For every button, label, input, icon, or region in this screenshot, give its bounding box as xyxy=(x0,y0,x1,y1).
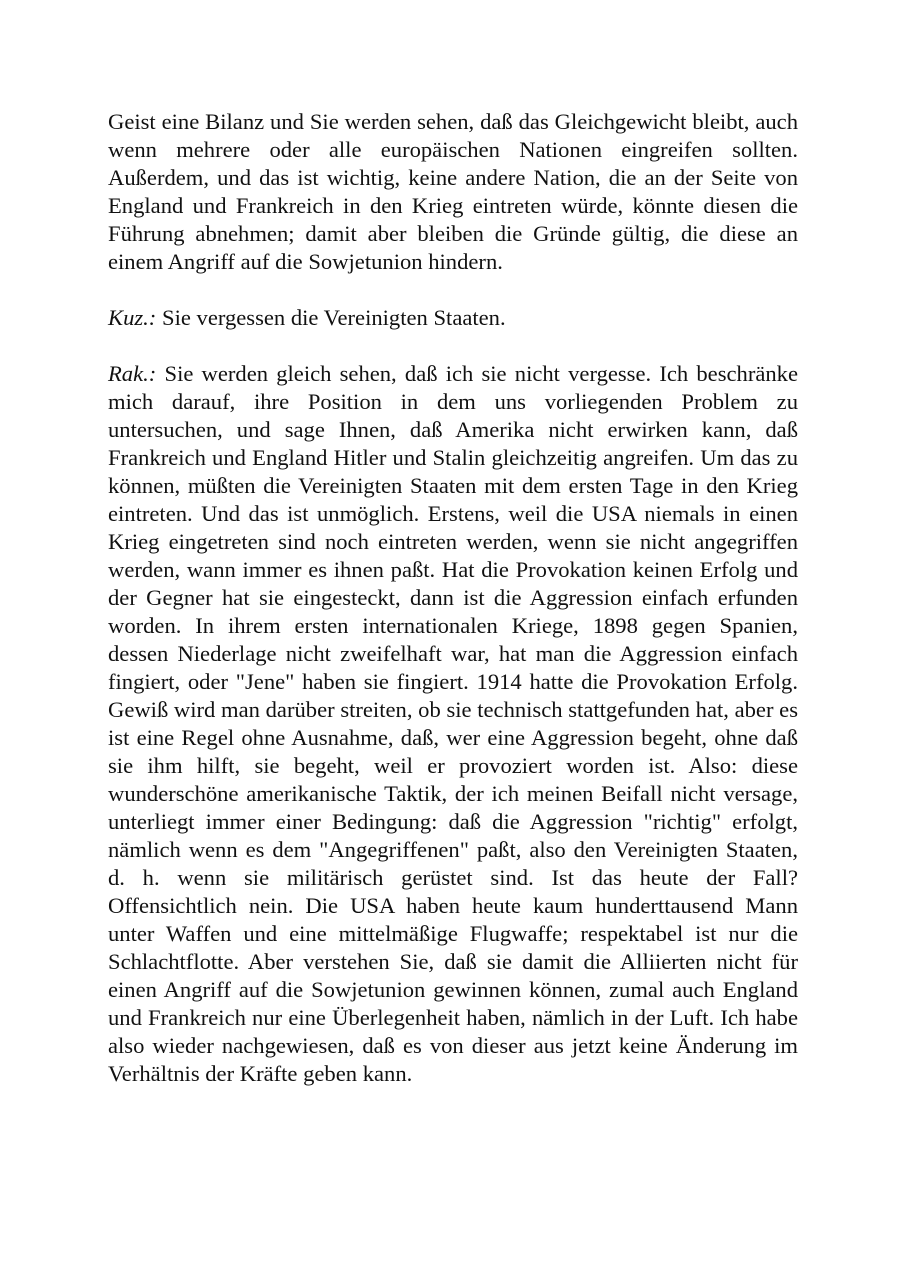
paragraph-continuation xyxy=(108,108,798,276)
document-page xyxy=(108,108,798,1116)
paragraph-text: Sie vergessen die Vereinigten Staaten. xyxy=(162,305,506,330)
speaker-label: Rak.: xyxy=(108,361,157,386)
dialogue-paragraph-kuz xyxy=(108,304,798,332)
paragraph-text: Geist eine Bilanz und Sie werden sehen, daß das Gleichgewicht bleibt, auch wenn mehrere oder alle europäischen Nationen eingreifen sollten. Außerdem, und das ist wichtig, keine andere Nation, die an der Seite von England und Frankreich in den Krieg eintreten würde, könnte diesen die Führung abnehmen; damit aber bleiben die Gründe gültig, die diese an einem Angriff auf die Sowjetunion hindern. xyxy=(108,109,798,274)
speaker-label: Kuz.: xyxy=(108,305,157,330)
paragraph-text: Sie werden gleich sehen, daß ich sie nicht vergesse. Ich beschränke mich darauf, ihre Position in dem uns vorliegenden Problem zu untersuchen, und sage Ihnen, daß Amerika nicht erwirken kann, daß Frankreich und England Hitler und Stalin gleichzeitig angreifen. Um das zu können, müßten die Vereinigten Staaten mit dem ersten Tage in den Krieg eintreten. Und das ist unmöglich. Erstens, weil die USA niemals in einen Krieg eingetreten sind noch eintreten werden, wenn sie nicht angegriffen werden, wann immer es ihnen paßt. Hat die Provokation keinen Erfolg und der Gegner hat sie eingesteckt, dann ist die Aggression einfach erfunden worden. In ihrem ersten internationalen Kriege, 1898 gegen Spanien, dessen Niederlage nicht zweifelhaft war, hat man die Aggression einfach fingiert, oder "Jene" haben sie fingiert. 1914 hatte die Provokation Erfolg. Gewiß wird man darüber streiten, ob sie technisch stattgefunden hat, aber es ist eine Regel ohne Ausnahme, daß, wer eine Aggression begeht, ohne daß sie ihm hilft, sie begeht, weil er provoziert worden ist. Also: diese wunderschöne amerikanische Taktik, der ich meinen Beifall nicht versage, unterliegt immer einer Bedingung: daß die Aggression "richtig" erfolgt, nämlich wenn es dem "Angegriffenen" paßt, also den Vereinigten Staaten, d. h. wenn sie militärisch gerüstet sind. Ist das heute der Fall? Offensichtlich nein. Die USA haben heute kaum hunderttausend Mann unter Waffen und eine mittelmäßige Flugwaffe; respektabel ist nur die Schlachtflotte. Aber verstehen Sie, daß sie damit die Alliierten nicht für einen Angriff auf die Sowjetunion gewinnen können, zumal auch England und Frankreich nur eine Überlegenheit haben, nämlich in der Luft. Ich habe also wieder nachgewiesen, daß es von dieser aus jetzt keine Änderung im Verhältnis der Kräfte geben kann. xyxy=(108,361,798,1086)
dialogue-paragraph-rak xyxy=(108,360,798,1088)
